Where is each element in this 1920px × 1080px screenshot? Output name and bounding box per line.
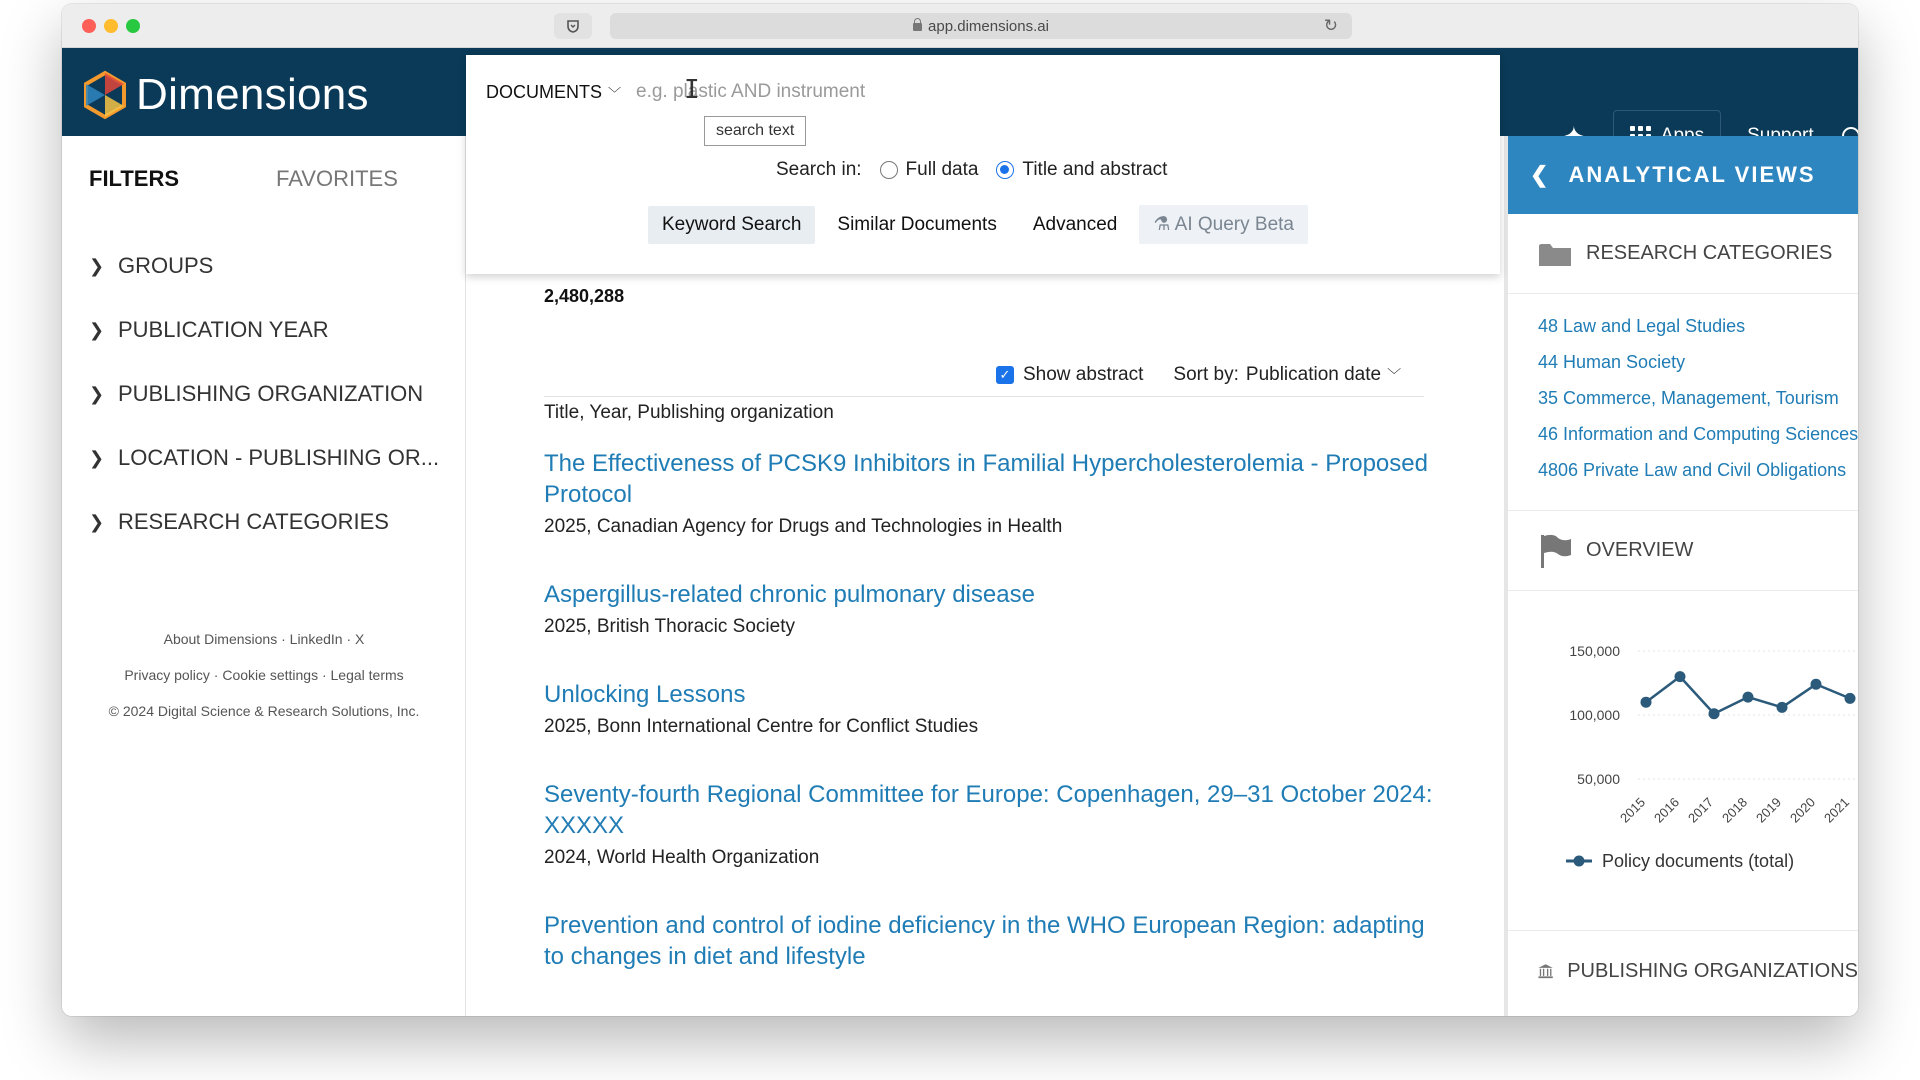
result-count: 2,480,288	[544, 286, 625, 306]
legend-label: Policy documents (total)	[1602, 851, 1795, 871]
y-tick-label: 150,000	[1569, 643, 1620, 659]
dimensions-logo[interactable]	[80, 70, 369, 120]
url-text: app.dimensions.ai	[928, 17, 1049, 35]
result-title[interactable]: Aspergillus-related chronic pulmonary disease	[544, 581, 1035, 608]
chevron-right-icon: ❯	[89, 319, 105, 341]
section-label: OVERVIEW	[1586, 539, 1694, 561]
filter-label: PUBLISHING ORGANIZATION	[118, 381, 424, 406]
section-label: RESEARCH CATEGORIES	[1586, 242, 1833, 264]
footer-links-2[interactable]: Privacy policy · Cookie settings · Legal terms	[124, 667, 404, 683]
section-label: PUBLISHING ORGANIZATIONS	[1567, 959, 1858, 982]
chevron-right-icon: ❯	[89, 255, 105, 277]
chevron-right-icon: ❯	[89, 511, 105, 533]
copyright: © 2024 Digital Science & Research Solutions, Inc.	[108, 703, 420, 719]
radio-circle-selected	[996, 161, 1014, 179]
data-point	[1743, 692, 1754, 703]
shield-icon[interactable]	[554, 13, 592, 39]
category-link[interactable]: 35 Commerce, Management, Tourism	[1538, 388, 1839, 408]
chevron-down-icon[interactable]: ﹀	[1387, 367, 1402, 383]
docs-label: DOCUMENTS	[486, 82, 602, 102]
close-window-button[interactable]	[82, 19, 96, 33]
sidebar-footer	[62, 621, 466, 729]
category-link[interactable]: 44 Human Society	[1538, 352, 1686, 372]
result-meta: 2024, World Health Organization	[544, 847, 820, 868]
folder-icon	[1538, 240, 1572, 268]
result-meta: 2025, British Thoracic Society	[544, 616, 795, 637]
address-bar[interactable]	[610, 13, 1352, 39]
research-categories-section[interactable]	[1508, 214, 1858, 294]
result-item	[544, 579, 1434, 638]
category-link[interactable]: 48 Law and Legal Studies	[1538, 316, 1746, 336]
search-input[interactable]	[636, 73, 1476, 111]
x-tick-label: 2019	[1753, 794, 1785, 826]
result-meta: 2025, Bonn International Centre for Conflict Studies	[544, 716, 979, 737]
x-tick-label: 2015	[1617, 794, 1649, 826]
data-point	[1811, 679, 1822, 690]
search-tooltip: search text	[704, 116, 806, 146]
maximize-window-button[interactable]	[126, 19, 140, 33]
flag-icon	[1538, 533, 1572, 569]
chevron-right-icon: ❯	[89, 383, 105, 405]
result-item	[544, 910, 1434, 972]
chevron-right-icon: ❯	[89, 447, 105, 469]
show-abstract-checkbox[interactable]: ✓	[996, 366, 1014, 384]
sort-label: Sort by:	[1173, 364, 1239, 385]
tab-filters[interactable]: FILTERS	[89, 166, 180, 191]
mode-keyword-search[interactable]: Keyword Search	[648, 206, 815, 244]
filter-label: GROUPS	[118, 253, 214, 278]
filter-groups[interactable]	[89, 234, 439, 298]
y-tick-label: 50,000	[1577, 771, 1620, 787]
mode-advanced[interactable]: Advanced	[1032, 213, 1118, 235]
mode-similar-documents[interactable]: Similar Documents	[837, 213, 997, 235]
tab-favorites[interactable]: FAVORITES	[276, 166, 398, 191]
filter-label: LOCATION - PUBLISHING OR...	[118, 445, 440, 470]
result-item	[544, 448, 1434, 538]
radio-full-data[interactable]	[880, 159, 979, 181]
chevron-down-icon: ﹀	[608, 86, 622, 101]
ai-query-label: AI Query Beta	[1174, 214, 1294, 235]
data-point	[1845, 693, 1856, 704]
overview-chart-svg	[1508, 591, 1858, 931]
footer-links-1[interactable]: About Dimensions · LinkedIn · X	[163, 631, 365, 647]
institution-icon	[1538, 954, 1553, 988]
data-point	[1777, 702, 1788, 713]
browser-window	[62, 4, 1858, 1016]
chevron-left-icon[interactable]: ❮	[1530, 162, 1551, 187]
filter-publishing-organization[interactable]	[89, 362, 439, 426]
analytical-views-panel	[1504, 136, 1858, 1016]
results-list	[544, 448, 1434, 1013]
minimize-window-button[interactable]	[104, 19, 118, 33]
filter-label: RESEARCH CATEGORIES	[118, 509, 389, 534]
sidebar	[62, 136, 466, 1016]
text-cursor-icon: I	[684, 75, 700, 105]
radio-label: Full data	[905, 159, 979, 180]
result-item	[544, 679, 1434, 738]
filter-research-categories[interactable]	[89, 490, 439, 554]
panel-title: ANALYTICAL VIEWS	[1568, 162, 1816, 187]
reload-icon[interactable]: ↻	[1323, 16, 1338, 35]
result-item	[544, 779, 1434, 869]
browser-titlebar	[62, 4, 1858, 48]
result-meta: 2025, Canadian Agency for Drugs and Technologies in Health	[544, 516, 1063, 537]
radio-circle	[880, 161, 898, 179]
filter-publication-year[interactable]	[89, 298, 439, 362]
analytical-views-header[interactable]	[1508, 136, 1858, 214]
y-tick-label: 100,000	[1569, 707, 1620, 723]
publishing-organizations-section[interactable]	[1508, 931, 1858, 1011]
result-title[interactable]: Prevention and control of iodine deficiency in the WHO European Region: adapting to changes in diet and lifestyle	[544, 912, 1425, 970]
logo-text: Dimensions	[136, 70, 369, 119]
search-panel	[466, 55, 1500, 274]
radio-title-abstract[interactable]	[996, 159, 1167, 181]
category-link[interactable]: 4806 Private Law and Civil Obligations	[1538, 460, 1847, 480]
mode-ai-query[interactable]	[1139, 205, 1308, 244]
data-point	[1641, 697, 1652, 708]
x-tick-label: 2016	[1651, 794, 1683, 826]
show-abstract-label[interactable]: Show abstract	[1023, 364, 1144, 385]
document-type-dropdown[interactable]	[486, 82, 621, 103]
category-list	[1508, 294, 1858, 511]
result-title[interactable]: Unlocking Lessons	[544, 681, 746, 708]
column-header: Title, Year, Publishing organization	[544, 402, 834, 423]
search-in-label: Search in:	[776, 159, 862, 180]
radio-label: Title and abstract	[1022, 159, 1168, 180]
divider	[544, 396, 1424, 397]
dimensions-logo-icon	[80, 70, 130, 120]
result-title[interactable]: The Effectiveness of PCSK9 Inhibitors in Familial Hypercholesterolemia - Proposed Protocol	[544, 450, 1428, 508]
filter-location-publishing-org[interactable]	[89, 426, 439, 490]
x-tick-label: 2017	[1685, 794, 1717, 826]
filter-label: PUBLICATION YEAR	[118, 317, 329, 342]
category-link[interactable]: 46 Information and Computing Sciences	[1538, 424, 1858, 444]
x-tick-label: 2018	[1719, 794, 1751, 826]
x-tick-label: 2021	[1821, 794, 1853, 826]
x-tick-label: 2020	[1787, 794, 1819, 826]
result-title[interactable]: Seventy-fourth Regional Committee for Europe: Copenhagen, 29–31 October 2024: XXXXX	[544, 781, 1433, 839]
flask-icon: ⚗	[1153, 214, 1171, 235]
overview-section[interactable]	[1508, 511, 1858, 591]
lock-icon	[913, 23, 922, 31]
legend-marker	[1574, 856, 1585, 867]
overview-chart	[1508, 591, 1858, 931]
data-point	[1675, 671, 1686, 682]
sort-dropdown[interactable]: Publication date	[1245, 364, 1382, 385]
data-point	[1709, 708, 1720, 719]
